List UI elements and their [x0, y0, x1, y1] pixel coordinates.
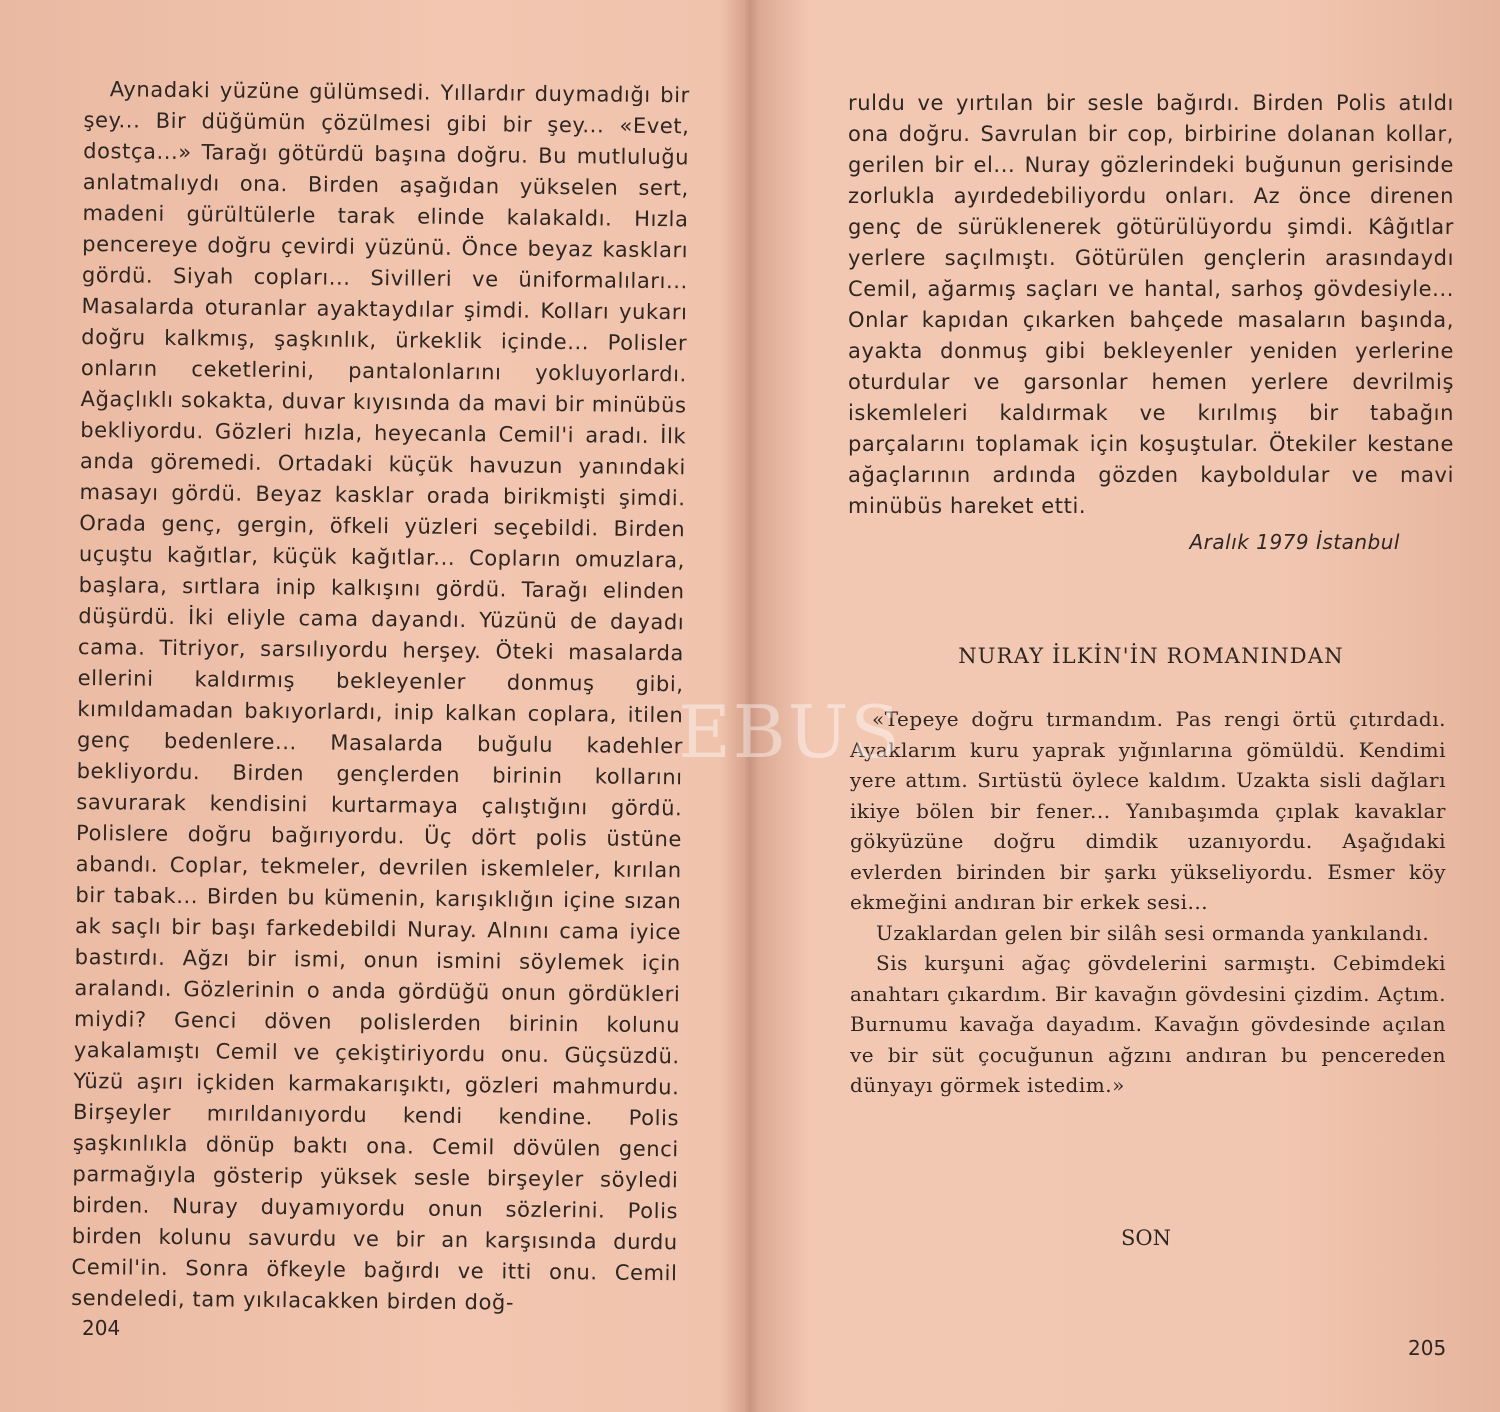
- page-number-left: 204: [82, 1316, 121, 1340]
- novel-excerpt: [850, 704, 1446, 1101]
- paragraph: ruldu ve yırtılan bir sesle bağırdı. Birden Polis atıldı ona doğru. Savrulan bir cop, birbirine dolanan kollar, gerilen bir el... Nuray gözlerindeki buğunun gerisinde zorlukla ayırdedebiliyordu onları. Az önce direnen genç de sürüklenerek götürülüyordu şimdi. Kâğıtlar yerlere saçılmıştı. Götürülen gençlerin arasındaydı Cemil, ağarmış saçları ve hantal, sarhoş gövdesiyle... Onlar kapıdan çıkarken bahçede masaların başında, ayakta donmuş gibi bekleyenler yeniden yerlerine oturdular ve garsonlar hemen yerlere devrilmiş iskemleleri kaldırmak ve kırılmış bir tabağın parçalarını toplamak için koşuştular. Ötekiler kestane ağaçlarının ardında gözden kayboldular ve mavi minübüs hareket etti.: [848, 91, 1454, 518]
- paragraph: Aynadaki yüzüne gülümsedi. Yıllardır duymadığı bir şey... Bir düğümün çözülmesi gibi bir şey... «Evet, dostça...» Tarağı götürdü başına doğru. Bu mutluluğu anlatmalıydı ona. Birden aşağıdan yükselen sert, madeni gürültülerle tarak elinde kalakaldı. Hızla pencereye doğru çevirdi yüzünü. Önce beyaz kaskları gördü. Siyah copları... Sivilleri ve üniformalıları... Masalarda oturanlar ayaktaydılar şimdi. Kolları yukarı doğru kalkmış, şaşkınlık, ürkeklik içinde... Polisler onların ceketlerini, pantalonlarını yokluyorlardı. Ağaçlıklı sokakta, duvar kıyısında da mavi bir minübüs bekliyordu. Gözleri hızla, heyecanla Cemil'i aradı. İlk anda göremedi. Ortadaki küçük havuzun yanındaki masayı gördü. Beyaz kasklar orada birikmişti şimdi. Orada genç, gergin, öfkeli yüzleri seçebildi. Birden uçuştu kağıtlar, küçük kağıtlar... Copların omuzlara, başlara, sırtlara inip kalkışını gördü. Tarağı elinden düşürdü. İki eliyle cama dayandı. Yüzünü de dayadı cama. Titriyor, sarsılıyordu herşey. Öteki masalarda ellerini kaldırmış bekleyenler donmuş gibi, kımıldamadan bakıyorlardı, inip kalkan coplara, itilen genç bedenlere... Masalarda buğulu kadehler bekliyordu. Birden gençlerden birinin kollarını savurarak kendisini kurtarmaya çalıştığını gördü. Polislere doğru bağırıyordu. Üç dört polis üstüne abandı. Coplar, tekmeler, devrilen iskemleler, kırılan bir tabak... Birden bu kümenin, karışıklığın içine sızan ak saçlı bir başı farkedebildi Nuray. Alnını cama iyice bastırdı. Ağzı bir ismi, onun ismini söylemek için aralandı. Gözlerinin o anda gördüğü onun gördükleri miydi? Genci döven polislerden birinin kolunu yakalamıştı Cemil ve çekiştiriyordu onu. Güçsüzdü. Yüzü aşırı içkiden karmakarışıktı, gözleri mahmurdu. Birşeyler mırıldanıyordu kendi kendine. Polis şaşkınlıkla dönüp baktı ona. Cemil dövülen genci parmağıyla gösterip yüksek sesle birşeyler söyledi birden. Nuray duyamıyordu onun sözlerini. Polis birden kolunu savurdu ve bir an karşısında durdu Cemil'in. Sonra öfkeyle bağırdı ve itti onu. Cemil sendeledi, tam yıkılacakken birden doğ-: [71, 77, 690, 1315]
- right-page-text: [848, 88, 1454, 522]
- watermark: EBUS: [678, 690, 902, 774]
- dateline: Aralık 1979 İstanbul: [1189, 530, 1400, 554]
- excerpt-paragraph: Sis kurşuni ağaç gövdelerini sarmıştı. Cebimdeki anahtarı çıkardım. Bir kavağın gövdesini çizdim. Açtım. Burnumu kavağa dayadım. Kavağın gövdesinde açılan ve bir süt çocuğunun ağzını andıran bu pencereden dünyayı görmek istedim.»: [850, 951, 1446, 1097]
- excerpt-paragraph: «Tepeye doğru tırmandım. Pas rengi örtü çıtırdadı. Ayaklarım kuru yaprak yığınlarına gömüldü. Kendimi yere attım. Sırtüstü öylece kaldım. Uzakta sisli dağları ikiye bölen bir fener... Yanıbaşımda çıplak kavaklar gökyüzüne doğru dimdik uzanıyordu. Aşağıdaki evlerden birinden bir şarkı yükseliyordu. Esmer köy ekmeğini andıran bir erkek sesi...: [850, 707, 1446, 914]
- end-mark: SON: [1121, 1226, 1171, 1250]
- page-number-right: 205: [1408, 1336, 1447, 1360]
- section-title: NURAY İLKİN'İN ROMANINDAN: [958, 644, 1344, 668]
- left-page-text: [71, 74, 690, 1320]
- excerpt-paragraph: Uzaklardan gelen bir silâh sesi ormanda yankılandı.: [876, 920, 1430, 945]
